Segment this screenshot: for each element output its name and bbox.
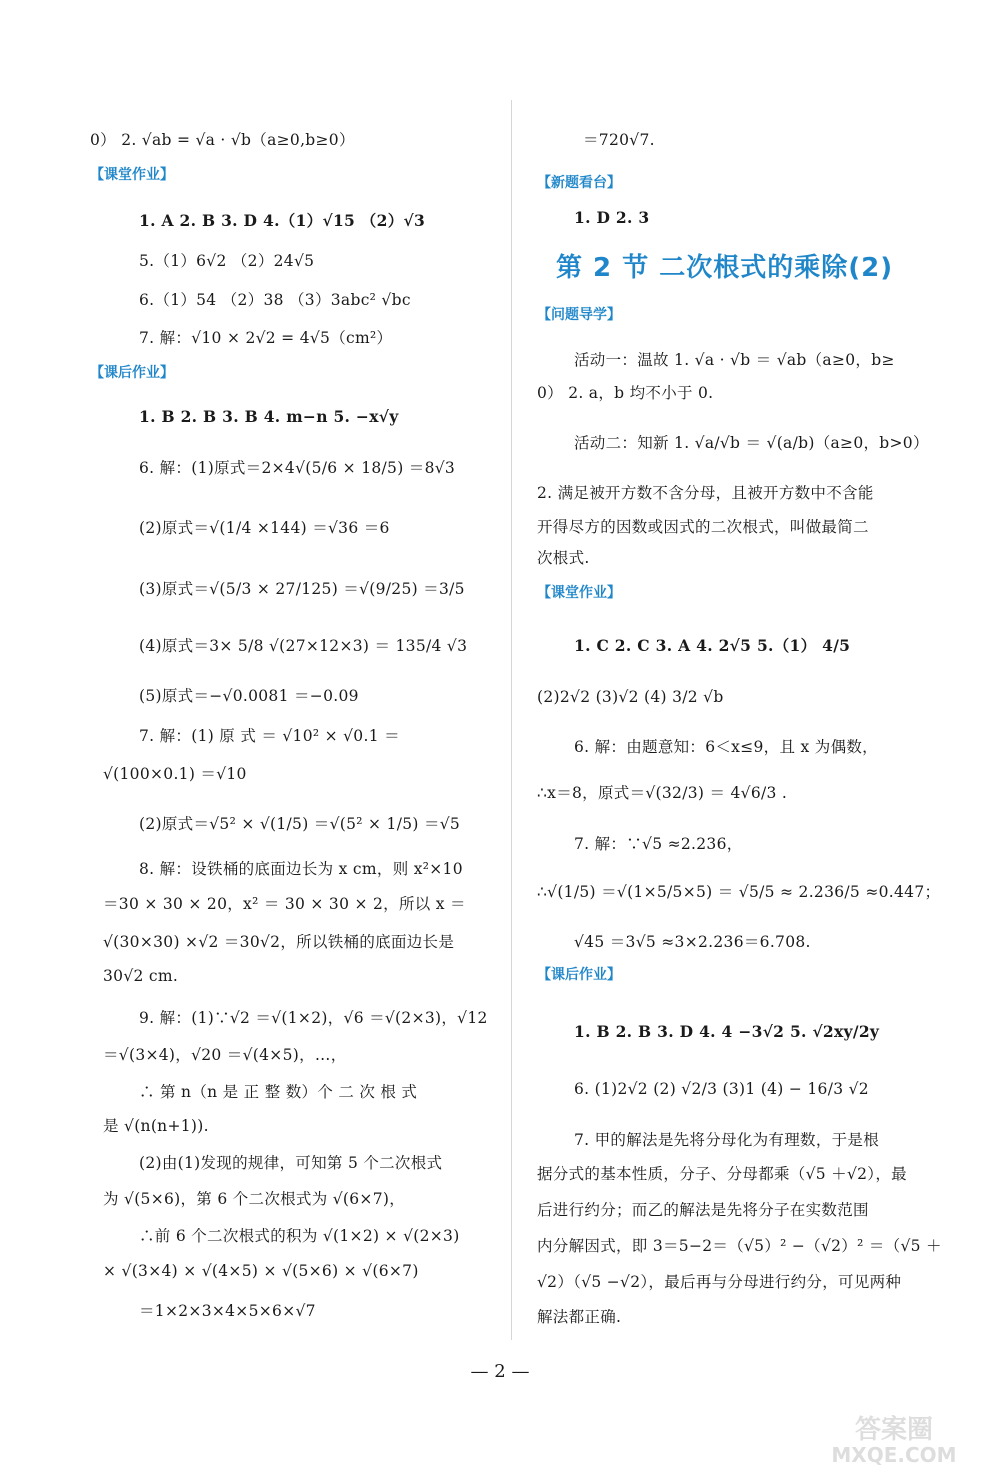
text-line: √(100×0.1) ＝√10 [103,765,247,783]
column-divider [511,100,512,1340]
text-line: × √(3×4) × √(4×5) × √(5×6) × √(6×7) [103,1262,419,1280]
section-tag: 【课后作业】 [537,967,621,983]
text-line: 1. D 2. 3 [574,208,650,227]
text-line: 7. 解：(1) 原 式 ＝ √10² × √0.1 ＝ [139,727,400,745]
text-line: (4)原式＝3× 5/8 √(27×12×3) ＝ 135/4 √3 [139,637,468,655]
text-line: 1. B 2. B 3. D 4. 4 −3√2 5. √2xy/2y [574,1022,880,1041]
text-line: 30√2 cm. [103,967,179,985]
text-line: 5.（1）6√2 （2）24√5 [139,252,315,270]
text-line: ＝1×2×3×4×5×6×√7 [139,1302,316,1320]
text-line: ＝30 × 30 × 20，x² ＝ 30 × 30 × 2，所以 x ＝ [103,895,466,913]
text-line: 活动一：温故 1. √a · √b ＝ √ab（a≥0，b≥ [574,351,895,369]
text-line: 7. 解：√10 × 2√2 = 4√5（cm²） [139,329,393,347]
text-line: ∴√(1/5) ＝√(1×5/5×5) ＝ √5/5 ≈ 2.236/5 ≈0.447； [537,883,941,901]
section-tag: 【课后作业】 [90,365,174,381]
text-line: 0） 2. √ab = √a · √b（a≥0,b≥0） [90,131,355,149]
text-line: √(30×30) ×√2 ＝30√2，所以铁桶的底面边长是 [103,933,455,951]
text-line: 后进行约分；而乙的解法是先将分子在实数范围 [537,1201,869,1219]
watermark-text-en: MXQE.COM [831,1443,957,1467]
text-line: √2）（√5 −√2），最后再与分母进行约分，可见两种 [537,1273,902,1291]
section-tag: 【新题看台】 [537,175,621,191]
text-line: (2)由(1)发现的规律，可知第 5 个二次根式 [139,1154,443,1172]
text-line: 次根式. [537,549,590,567]
section-tag: 【课堂作业】 [90,167,174,183]
watermark-logo [806,1408,982,1468]
text-line: 1. C 2. C 3. A 4. 2√5 5.（1） 4/5 [574,636,851,655]
text-line: 6. 解：(1)原式＝2×4√(5/6 × 18/5) ＝8√3 [139,459,456,477]
text-line: (3)原式＝√(5/3 × 27/125) ＝√(9/25) ＝3/5 [139,580,465,598]
text-line: ∴ 第 n（n 是 正 整 数）个 二 次 根 式 [139,1083,418,1101]
text-line: (2)原式＝√(1/4 ×144) ＝√36 ＝6 [139,519,390,537]
text-line: ＝√(3×4)，√20 ＝√(4×5)，…， [103,1046,347,1064]
text-line: (5)原式＝−√0.0081 ＝−0.09 [139,687,359,705]
text-line: 内分解因式，即 3＝5−2＝（√5）² −（√2）² ＝（√5 ＋ [537,1237,942,1255]
text-line: ＝720√7. [583,131,655,149]
text-line: 为 √(5×6)，第 6 个二次根式为 √(6×7)， [103,1190,406,1208]
text-line: 据分式的基本性质，分子、分母都乘（√5 ＋√2），最 [537,1165,907,1183]
text-line: 8. 解：设铁桶的底面边长为 x cm，则 x²×10 [139,860,463,878]
section-tag: 【问题导学】 [537,307,621,323]
text-line: 1. A 2. B 3. D 4.（1）√15 （2）√3 [139,211,426,230]
text-line: 开得尽方的因数或因式的二次根式，叫做最简二 [537,518,869,536]
text-line: 2. 满足被开方数不含分母，且被开方数中不含能 [537,484,874,502]
section-heading: 第 2 节 二次根式的乘除(2) [556,253,894,283]
text-line: 7. 解：∵√5 ≈2.236， [574,835,743,853]
text-line: 6.（1）54 （2）38 （3）3abc² √bc [139,291,411,309]
text-line: (2)2√2 (3)√2 (4) 3/2 √b [537,688,724,706]
text-line: ∴x＝8，原式＝√(32/3) ＝ 4√6/3 . [537,784,788,802]
text-line: 解法都正确. [537,1308,622,1326]
text-line: 6. (1)2√2 (2) √2/3 (3)1 (4) − 16/3 √2 [574,1080,869,1098]
page-number: — 2 — [470,1361,530,1382]
text-line: 7. 甲的解法是先将分母化为有理数，于是根 [574,1131,880,1149]
watermark-text-cn: 答案圈 [854,1415,934,1445]
text-line: 1. B 2. B 3. B 4. m−n 5. −x√y [139,407,399,426]
text-line: √45 ＝3√5 ≈3×2.236＝6.708. [574,933,811,951]
text-line: 9. 解：(1)∵√2 ＝√(1×2)，√6 ＝√(2×3)，√12 [139,1009,488,1027]
section-tag: 【课堂作业】 [537,585,621,601]
text-line: 0） 2. a，b 均不小于 0. [537,384,714,402]
text-line: ∴前 6 个二次根式的积为 √(1×2) × √(2×3) [139,1227,460,1245]
text-line: 是 √(n(n+1)). [103,1117,209,1135]
text-line: 6. 解：由题意知：6＜x≤9，且 x 为偶数， [574,738,878,756]
text-line: (2)原式＝√5² × √(1/5) ＝√(5² × 1/5) ＝√5 [139,815,461,833]
text-line: 活动二：知新 1. √a/√b ＝ √(a/b)（a≥0，b>0） [574,434,929,452]
